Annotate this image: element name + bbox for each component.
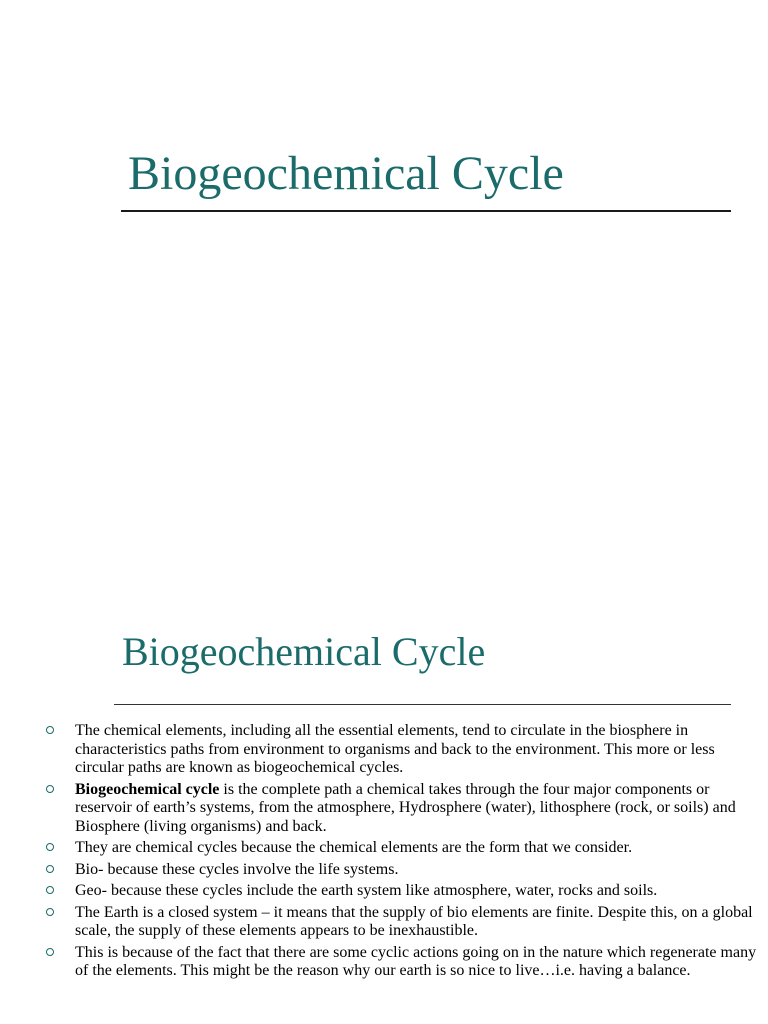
bullet-item-1 [44, 722, 760, 778]
slide-1-title: Biogeochemical Cycle [128, 147, 564, 200]
bullet-text: The Earth is a closed system – it means that the supply of bio elements are finite. Despite this, on a global scale, the supply of these elements appears to be inexhaustible. [75, 903, 753, 939]
slide-2-title-rule [114, 704, 731, 705]
bullet-text: The chemical elements, including all the essential elements, tend to circulate in the biosphere in characteristics paths from environment to organisms and back to the environment. This more or less circular paths are known as biogeochemical cycles. [75, 722, 715, 776]
hollow-circle-bullet-icon [46, 726, 54, 734]
bullet-text: This is because of the fact that there are some cyclic actions going on in the nature which regenerate many of the elements. This might be the reason why our earth is so nice to live…i.e. having a balance. [75, 943, 757, 979]
bullet-item-2 [44, 781, 760, 837]
hollow-circle-bullet-icon [46, 865, 54, 873]
bullet-item-7 [44, 944, 760, 981]
bold-term: Biogeochemical cycle [75, 780, 220, 798]
bullet-item-6 [44, 904, 760, 941]
bullet-item-3 [44, 839, 760, 858]
bullet-list [44, 722, 760, 984]
bullet-text: Bio- because these cycles involve the life systems. [75, 860, 399, 878]
bullet-text [75, 781, 736, 835]
slide-1-title-rule [121, 210, 731, 212]
slide-2-title: Biogeochemical Cycle [122, 629, 486, 674]
hollow-circle-bullet-icon [46, 948, 54, 956]
bullet-item-4 [44, 861, 760, 880]
slide-2 [0, 590, 768, 1024]
hollow-circle-bullet-icon [46, 886, 54, 894]
bullet-text-rest: is the complete path a chemical takes through the four major components or reservoir of earth’s systems, from the atmosphere, Hydrosphere (water), lithosphere (rock, or soils) and Biosphere (living organisms) and back. [75, 780, 736, 835]
hollow-circle-bullet-icon [46, 843, 54, 851]
hollow-circle-bullet-icon [46, 785, 54, 793]
bullet-text: Geo- because these cycles include the earth system like atmosphere, water, rocks and soils. [75, 882, 658, 899]
hollow-circle-bullet-icon [46, 908, 54, 916]
bullet-item-5 [44, 882, 760, 901]
bullet-text: They are chemical cycles because the chemical elements are the form that we consider. [75, 839, 633, 856]
